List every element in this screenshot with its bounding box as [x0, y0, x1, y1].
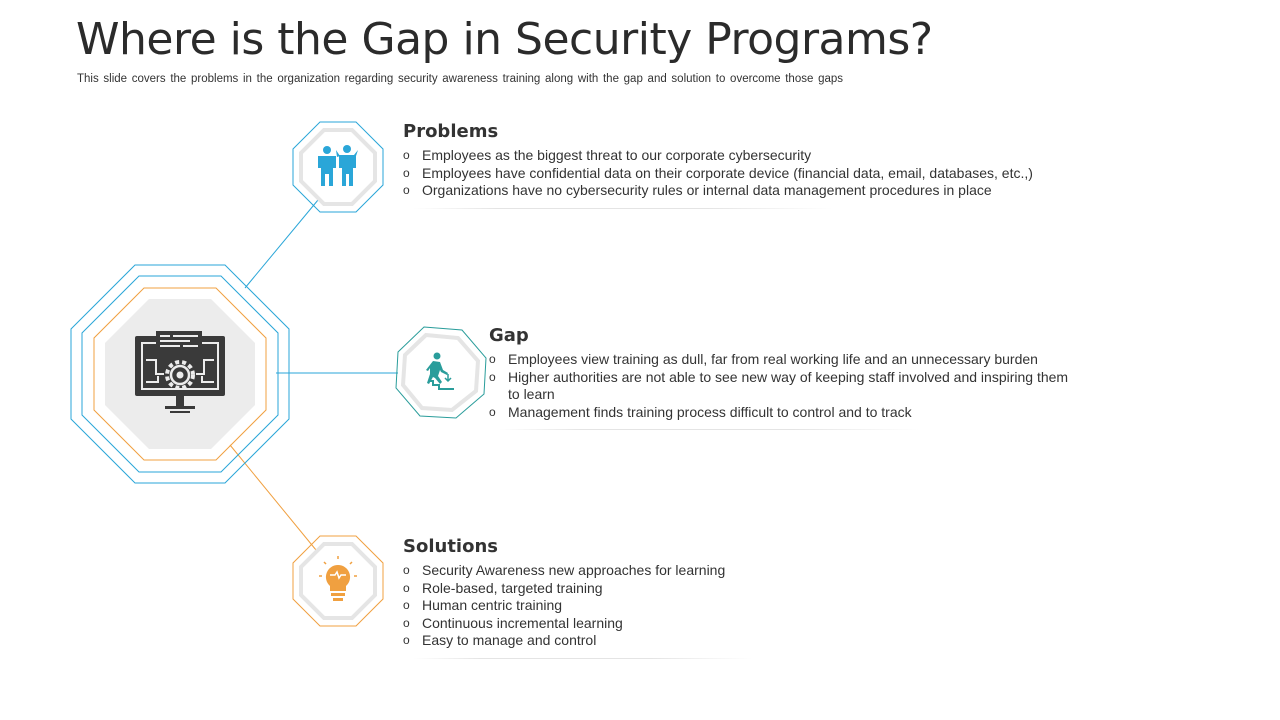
solutions-heading: Solutions	[403, 536, 498, 557]
connector-solutions	[230, 445, 316, 550]
problems-node	[293, 122, 383, 212]
page-subtitle: This slide covers the problems in the organization regarding security awareness training along with the gap and solution to overcome those gaps	[77, 73, 844, 85]
list-item: o Employees as the biggest threat to our corporate cybersecurity	[403, 147, 1093, 165]
list-item: o Security Awareness new approaches for learning	[403, 562, 1003, 580]
hub-node	[71, 265, 289, 483]
gap-node	[396, 327, 486, 418]
solutions-section	[403, 536, 1003, 659]
list-item: o Human centric training	[403, 597, 1003, 615]
list-item: o Organizations have no cybersecurity rules or internal data management procedures in place	[403, 182, 1093, 200]
problems-divider	[413, 208, 833, 209]
gap-heading: Gap	[489, 325, 529, 346]
solutions-node	[293, 536, 383, 626]
list-item: o Easy to manage and control	[403, 632, 1003, 650]
connector-problems	[245, 200, 318, 288]
list-item: o Continuous incremental learning	[403, 615, 1003, 633]
list-item: o Employees have confidential data on their corporate device (financial data, email, databases, etc.,)	[403, 165, 1093, 183]
gap-list	[489, 351, 1074, 421]
page-title: Where is the Gap in Security Programs?	[76, 14, 933, 65]
solutions-list	[403, 562, 1003, 650]
solutions-divider	[413, 658, 753, 659]
list-item: o Higher authorities are not able to see new way of keeping staff involved and inspiring them to learn	[489, 369, 1074, 404]
list-item: o Role-based, targeted training	[403, 580, 1003, 598]
list-item: o Management finds training process difficult to control and to track	[489, 404, 1074, 422]
problems-section	[403, 121, 1093, 209]
gap-divider	[499, 429, 919, 430]
problems-heading: Problems	[403, 121, 499, 142]
gap-section	[489, 325, 1074, 430]
list-item: o Employees view training as dull, far from real working life and an unnecessary burden	[489, 351, 1074, 369]
problems-list	[403, 147, 1093, 200]
